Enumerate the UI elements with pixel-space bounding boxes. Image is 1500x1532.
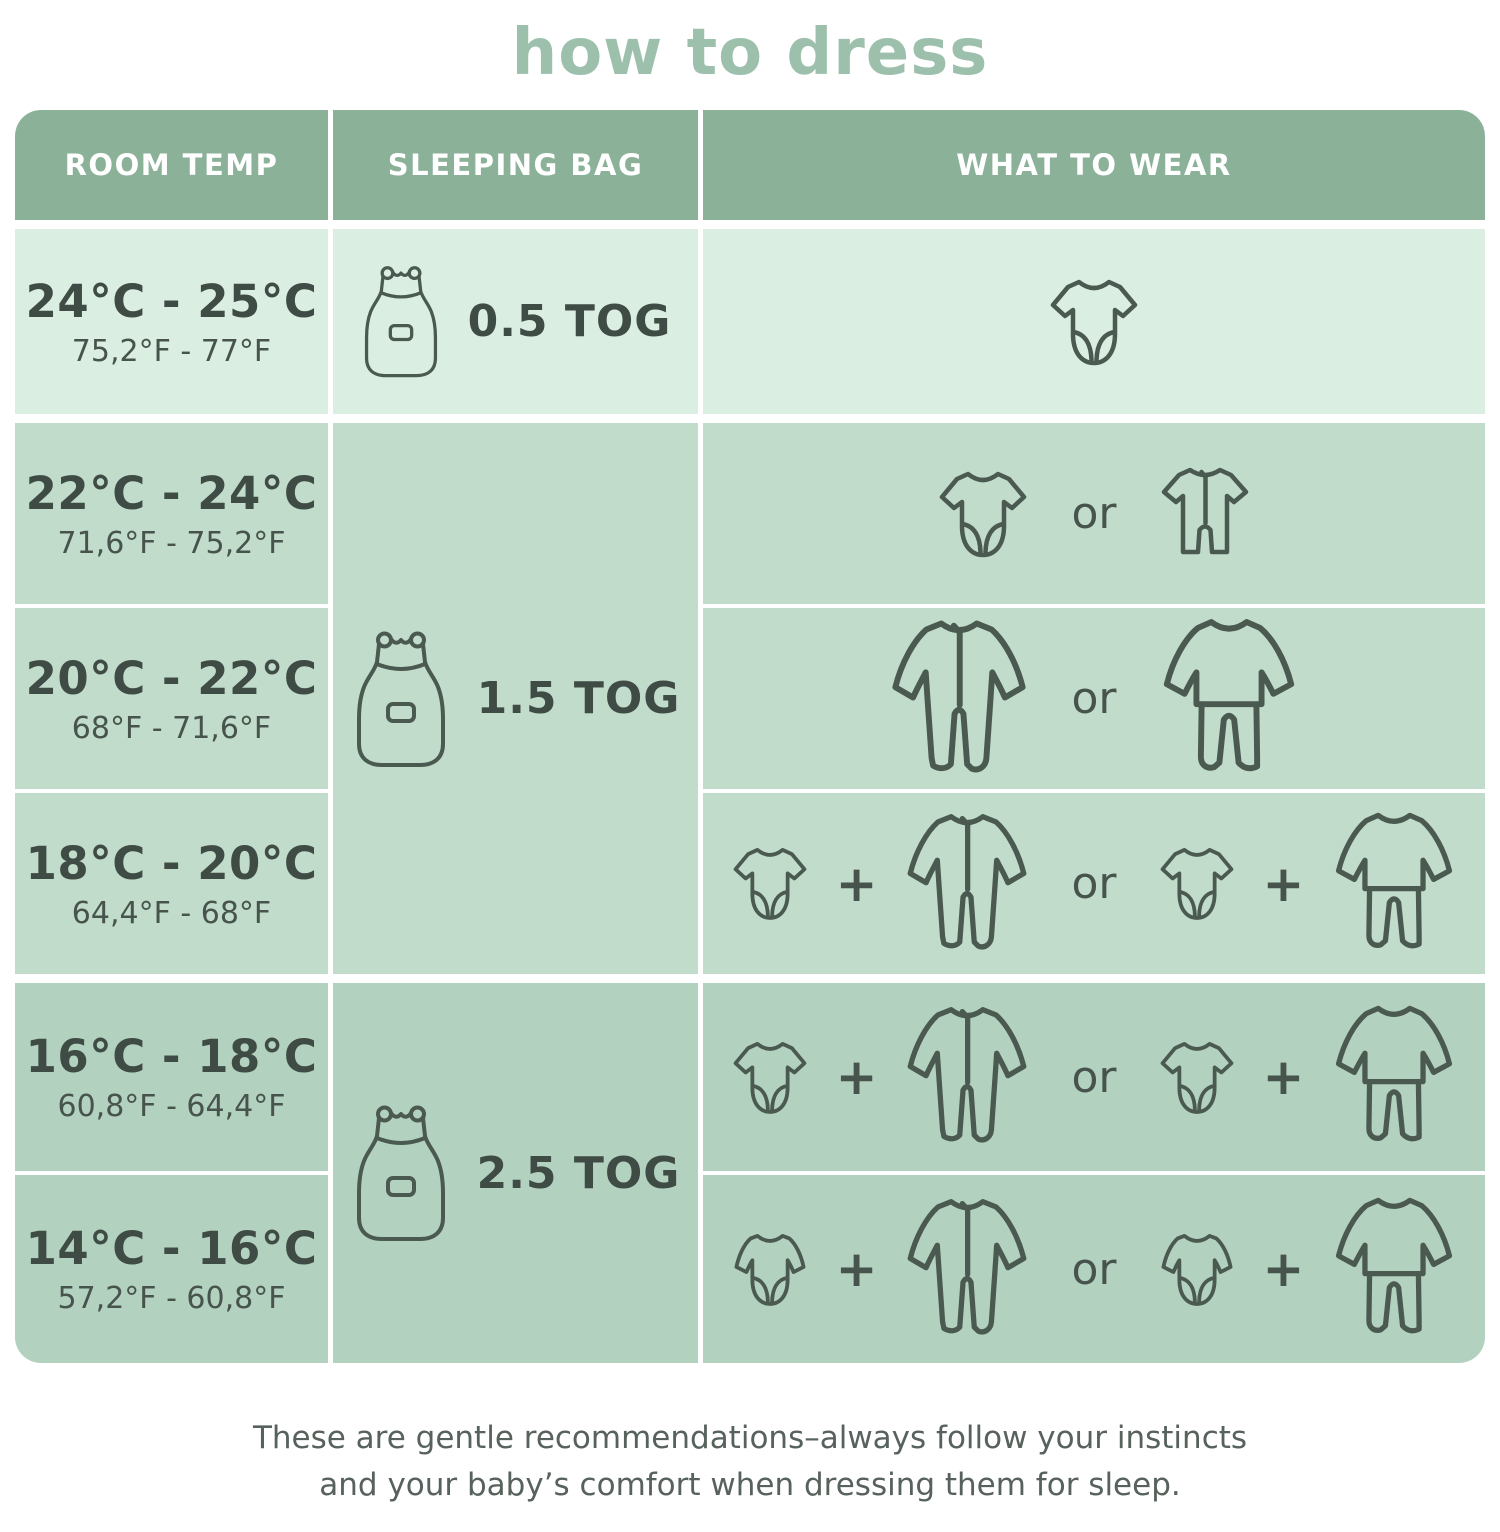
tog-label: 2.5 TOG [476,1147,681,1199]
plus-separator: + [1262,854,1305,913]
long-sleeve-top-and-pants-icon [1328,1003,1460,1151]
short-sleeve-bodysuit-icon [1155,1037,1239,1118]
what-to-wear-cell [703,608,1485,789]
plus-separator: + [1262,1048,1305,1106]
temp-fahrenheit: 64,4°F - 68°F [71,895,272,931]
sleeping-bag-cell [333,229,698,414]
temp-celsius: 18°C - 20°C [25,836,318,890]
plus-separator: + [835,854,878,913]
room-temp-cell [15,423,328,604]
temp-fahrenheit: 75,2°F - 77°F [71,333,272,369]
room-temp-cell [15,1175,328,1363]
short-sleeve-romper-icon [1155,464,1255,564]
temp-celsius: 16°C - 18°C [25,1030,318,1083]
footer-line-1: These are gentle recommendations–always follow your instincts [252,1420,1248,1456]
tog-label: 1.5 TOG [476,673,681,724]
what-to-wear-cell [703,793,1485,974]
room-temp-cell [15,983,328,1171]
sleeping-bag-icon [351,1103,451,1243]
footed-sleepsuit-icon [901,1003,1033,1151]
room-temp-stack [15,983,328,1363]
tog-group-0-5 [15,229,1485,414]
plus-separator: + [835,1048,878,1106]
temp-celsius: 20°C - 22°C [25,651,318,705]
footed-sleepsuit-icon [901,810,1033,958]
header-what-to-wear: WHAT TO WEAR [703,110,1485,220]
temp-fahrenheit: 57,2°F - 60,8°F [57,1281,286,1316]
sleeping-bag-icon [351,629,451,769]
or-separator: or [1071,673,1117,724]
sleeping-bag-cell [333,423,698,974]
or-separator: or [1071,1243,1117,1295]
tog-group-2-5 [15,983,1485,1363]
footer-note [0,1415,1500,1508]
footed-sleepsuit-icon [885,616,1033,782]
dressing-guide-table [15,110,1485,1363]
sleeping-bag-icon [360,264,442,379]
long-sleeve-top-and-pants-icon [1328,810,1460,958]
page-title: how to dress [511,16,989,90]
header-sleeping-bag: SLEEPING BAG [333,110,698,220]
room-temp-stack [15,423,328,974]
temp-fahrenheit: 68°F - 71,6°F [71,710,272,746]
what-to-wear-stack [703,983,1485,1363]
or-separator: or [1071,488,1117,539]
room-temp-cell [15,793,328,974]
long-sleeve-bodysuit-icon [728,1229,812,1310]
what-to-wear-cell [703,423,1485,604]
tog-label: 0.5 TOG [467,296,672,347]
tog-group-1-5 [15,423,1485,974]
plus-separator: + [1262,1240,1305,1298]
plus-separator: + [835,1240,878,1298]
what-to-wear-cell [703,229,1485,414]
temp-fahrenheit: 60,8°F - 64,4°F [57,1089,286,1124]
what-to-wear-stack [703,423,1485,974]
short-sleeve-bodysuit-icon [1044,274,1144,370]
room-temp-cell [15,229,328,414]
long-sleeve-bodysuit-icon [1155,1229,1239,1310]
short-sleeve-bodysuit-icon [933,466,1033,562]
short-sleeve-bodysuit-icon [728,1037,812,1118]
footed-sleepsuit-icon [901,1195,1033,1343]
temp-celsius: 14°C - 16°C [25,1222,318,1275]
what-to-wear-cell [703,1175,1485,1363]
footer-line-2: and your baby’s comfort when dressing them for sleep. [319,1466,1181,1503]
or-separator: or [1071,1051,1117,1103]
long-sleeve-top-and-pants-icon [1328,1195,1460,1343]
what-to-wear-cell [703,983,1485,1171]
temp-celsius: 22°C - 24°C [25,466,318,520]
sleeping-bag-cell [333,983,698,1363]
or-separator: or [1071,858,1117,909]
temp-celsius: 24°C - 25°C [25,274,318,328]
short-sleeve-bodysuit-icon [1155,843,1239,924]
long-sleeve-top-and-pants-icon [1155,616,1303,782]
header-room-temp: ROOM TEMP [15,110,328,220]
temp-fahrenheit: 71,6°F - 75,2°F [57,525,286,561]
room-temp-cell [15,608,328,789]
short-sleeve-bodysuit-icon [728,843,812,924]
table-header-row [15,110,1485,220]
